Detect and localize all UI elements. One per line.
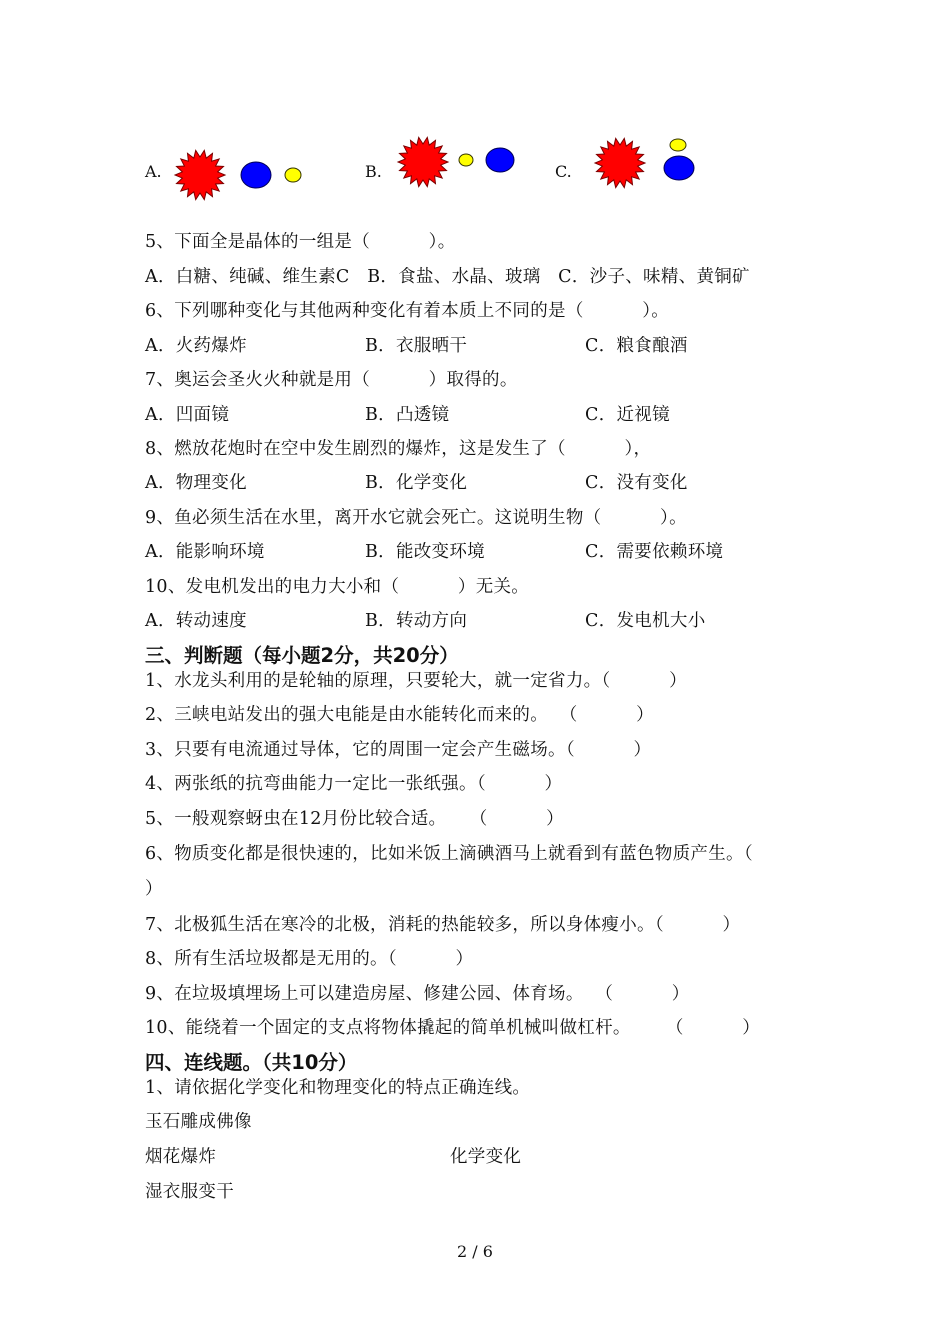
figure-option-c-diagram xyxy=(590,136,730,196)
question-10-stem: 10、发电机发出的电力大小和（ ）无关。 xyxy=(145,577,530,597)
moon-icon xyxy=(285,168,301,182)
question-10-option-a: A．转动速度 xyxy=(145,611,247,631)
question-7-stem: 7、奥运会圣火火种就是用（ ）取得的。 xyxy=(145,370,518,390)
question-9-option-b: B．能改变环境 xyxy=(365,542,485,562)
question-6-option-b: B．衣服晒干 xyxy=(365,336,468,356)
section-4-title: 四、连线题。（共10分） xyxy=(145,1051,358,1074)
sun-icon xyxy=(595,138,645,187)
figure-option-a-diagram xyxy=(170,145,310,205)
section-3-title: 三、判断题（每小题2分，共20分） xyxy=(145,644,459,667)
judgment-item: 9、在垃圾填埋场上可以建造房屋、修建公园、体育场。 （ ） xyxy=(145,984,690,1004)
question-5-options: A．白糖、纯碱、维生素C B．食盐、水晶、玻璃 C．沙子、味精、黄铜矿 xyxy=(145,267,750,287)
question-8-option-c: C．没有变化 xyxy=(585,473,688,493)
matching-question-1: 1、请依据化学变化和物理变化的特点正确连线。 xyxy=(145,1078,531,1098)
judgment-item: 6、物质变化都是很快速的，比如米饭上滴碘酒马上就看到有蓝色物质产生。（ xyxy=(145,844,753,864)
question-5-stem: 5、下面全是晶体的一组是（ ）。 xyxy=(145,232,456,252)
judgment-item: 3、只要有电流通过导体，它的周围一定会产生磁场。（ ） xyxy=(145,740,652,760)
judgment-item: 1、水龙头利用的是轮轴的原理，只要轮大，就一定省力。（ ） xyxy=(145,671,687,691)
moon-icon xyxy=(670,139,686,151)
matching-left-item: 玉石雕成佛像 xyxy=(145,1112,252,1132)
sun-icon xyxy=(398,137,448,186)
question-7-option-a: A．凹面镜 xyxy=(145,405,230,425)
judgment-item: 7、北极狐生活在寒冷的北极，消耗的热能较多，所以身体瘦小。（ ） xyxy=(145,915,741,935)
question-6-option-c: C．粮食酿酒 xyxy=(585,336,688,356)
earth-icon xyxy=(241,162,271,188)
matching-left-item: 湿衣服变干 xyxy=(145,1182,234,1202)
judgment-item: 4、两张纸的抗弯曲能力一定比一张纸强。（ ） xyxy=(145,774,563,794)
question-10-option-c: C．发电机大小 xyxy=(585,611,706,631)
earth-icon xyxy=(664,156,694,180)
question-6-stem: 6、下列哪种变化与其他两种变化有着本质上不同的是（ ）。 xyxy=(145,301,670,321)
figure-option-b-diagram xyxy=(395,132,535,192)
sun-icon xyxy=(175,150,225,199)
question-8-stem: 8、燃放花炮时在空中发生剧烈的爆炸，这是发生了（ ）， xyxy=(145,439,652,459)
question-9-stem: 9、鱼必须生活在水里，离开水它就会死亡。这说明生物（ ）。 xyxy=(145,508,687,528)
question-8-option-b: B．化学变化 xyxy=(365,473,468,493)
question-7-option-b: B．凸透镜 xyxy=(365,405,450,425)
moon-icon xyxy=(459,154,473,166)
judgment-item: 5、一般观察蚜虫在12月份比较合适。 （ ） xyxy=(145,809,564,829)
judgment-item: 8、所有生活垃圾都是无用的。（ ） xyxy=(145,949,474,969)
judgment-item-continuation: ） xyxy=(145,879,163,899)
figure-option-a-label: A. xyxy=(145,162,162,181)
question-9-option-a: A．能影响环境 xyxy=(145,542,265,562)
page-number: 2 / 6 xyxy=(457,1242,493,1261)
question-6-option-a: A．火药爆炸 xyxy=(145,336,247,356)
matching-left-item: 烟花爆炸 xyxy=(145,1147,217,1167)
judgment-item: 10、能绕着一个固定的支点将物体撬起的简单机械叫做杠杆。 （ ） xyxy=(145,1018,761,1038)
matching-right-item: 化学变化 xyxy=(450,1147,522,1167)
figure-option-b-label: B. xyxy=(365,162,382,181)
judgment-item: 2、三峡电站发出的强大电能是由水能转化而来的。 （ ） xyxy=(145,705,654,725)
question-8-option-a: A．物理变化 xyxy=(145,473,247,493)
figure-option-c-label: C. xyxy=(555,162,572,181)
question-10-option-b: B．转动方向 xyxy=(365,611,468,631)
question-9-option-c: C．需要依赖环境 xyxy=(585,542,724,562)
question-7-option-c: C．近视镜 xyxy=(585,405,670,425)
earth-icon xyxy=(486,148,514,172)
